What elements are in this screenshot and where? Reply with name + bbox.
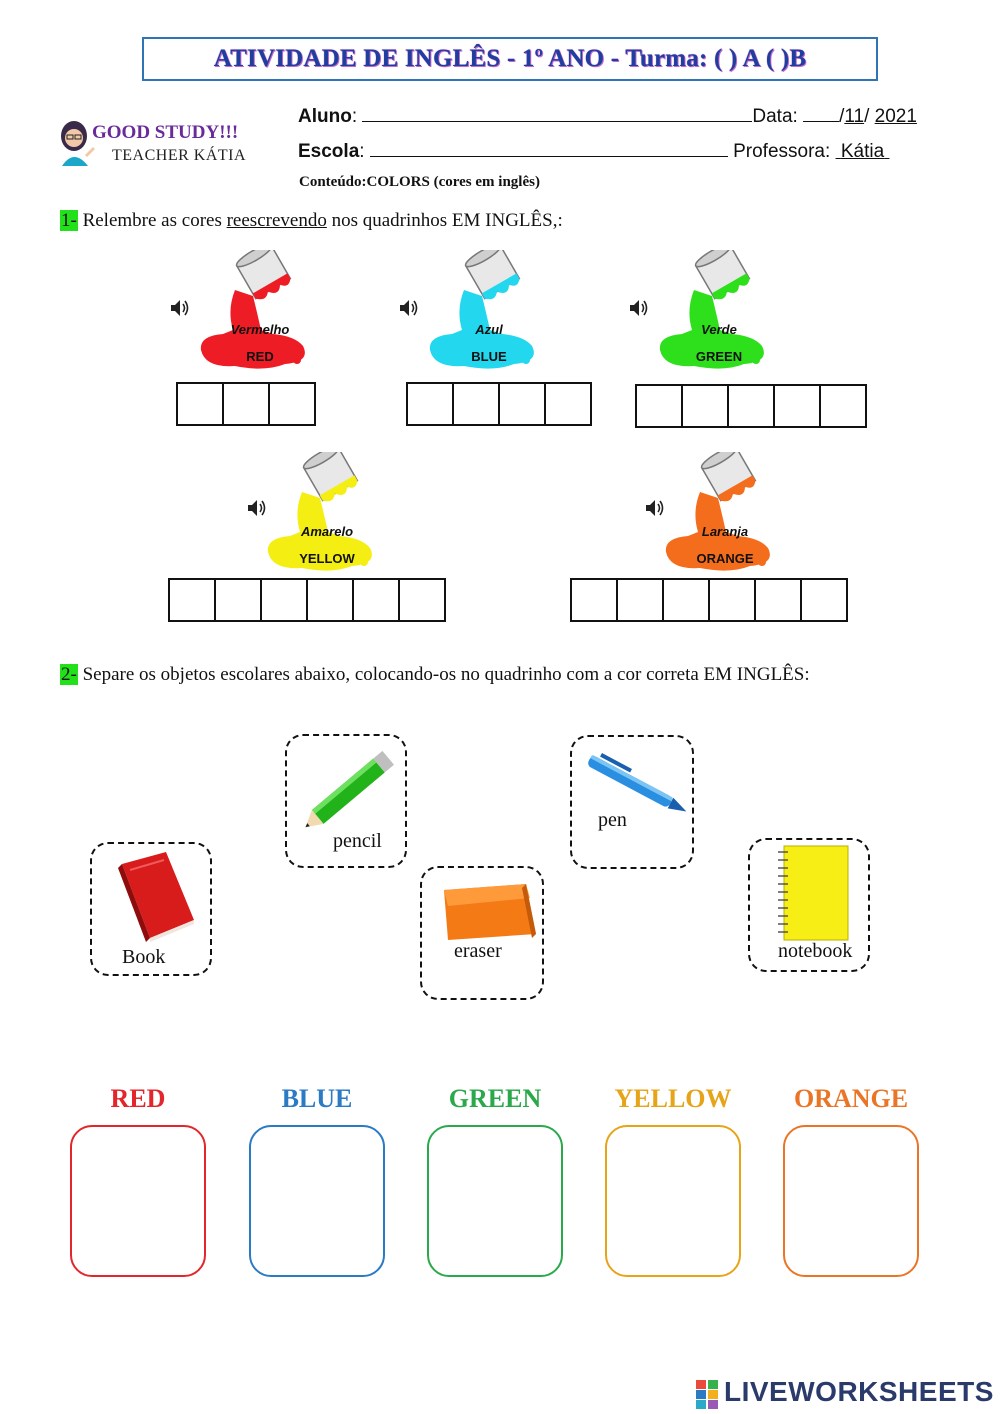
aluno-line: Aluno: Data: /11/ 2021 bbox=[298, 106, 917, 127]
book-icon bbox=[102, 850, 198, 944]
letter-cell[interactable] bbox=[683, 386, 729, 426]
letter-cell[interactable] bbox=[756, 580, 802, 620]
escola-field[interactable] bbox=[370, 141, 728, 157]
data-label: Data: bbox=[752, 106, 798, 127]
escola-line: Escola: Professora: Kátia bbox=[298, 141, 889, 163]
card-pen[interactable] bbox=[570, 735, 694, 869]
target-label-orange: ORANGE bbox=[793, 1084, 909, 1113]
letter-cell[interactable] bbox=[354, 580, 400, 620]
card-book[interactable] bbox=[90, 842, 212, 976]
conteudo: Conteúdo:COLORS (cores em inglês) bbox=[299, 174, 540, 190]
card-eraser[interactable] bbox=[420, 866, 544, 1000]
answer-grid-blue bbox=[406, 382, 592, 426]
pen-label: pen bbox=[598, 809, 627, 831]
aluno-label: Aluno bbox=[298, 106, 352, 127]
watermark-text: LIVEWORKSHEETS bbox=[724, 1376, 994, 1407]
paint-red bbox=[165, 250, 355, 380]
answer-grid-red bbox=[176, 382, 316, 426]
paint-label-english: ORANGE bbox=[696, 551, 754, 566]
question-2: 2- Separe os objetos escolares abaixo, colocando-os no quadrinho com a cor correta EM INGLÊS: bbox=[61, 664, 810, 685]
answer-grid-green bbox=[635, 384, 867, 428]
drop-box-red[interactable] bbox=[70, 1125, 206, 1277]
letter-cell[interactable] bbox=[710, 580, 756, 620]
card-pencil[interactable] bbox=[285, 734, 407, 868]
letter-cell[interactable] bbox=[664, 580, 710, 620]
paint-label-portuguese: Laranja bbox=[701, 524, 749, 539]
paint-label-english: YELLOW bbox=[299, 551, 355, 566]
logo-name: GOOD STUDY!!! bbox=[92, 122, 239, 143]
letter-cell[interactable] bbox=[821, 386, 867, 426]
paint-label-portuguese: Verde bbox=[701, 322, 737, 337]
target-label-yellow: YELLOW bbox=[614, 1084, 732, 1113]
speaker-icon[interactable] bbox=[398, 298, 418, 318]
paint-label-portuguese: Amarelo bbox=[300, 524, 354, 539]
paint-label-english: GREEN bbox=[695, 349, 743, 364]
answer-grid-yellow bbox=[168, 578, 446, 622]
question-2-number: 2- bbox=[61, 664, 77, 685]
speaker-icon[interactable] bbox=[246, 498, 266, 518]
target-label-red: RED bbox=[110, 1084, 166, 1113]
logo-teacher: TEACHER KÁTIA bbox=[112, 147, 247, 164]
answer-grid-orange bbox=[570, 578, 848, 622]
speaker-icon[interactable] bbox=[628, 298, 648, 318]
card-notebook[interactable] bbox=[748, 838, 870, 972]
speaker-icon[interactable] bbox=[644, 498, 664, 518]
question-1-number: 1- bbox=[61, 210, 77, 231]
notebook-icon bbox=[774, 844, 854, 944]
drop-box-yellow[interactable] bbox=[605, 1125, 741, 1277]
eraser-icon bbox=[430, 880, 540, 942]
letter-cell[interactable] bbox=[500, 384, 546, 424]
drop-box-green[interactable] bbox=[427, 1125, 563, 1277]
pencil-label: pencil bbox=[333, 830, 382, 852]
eraser-label: eraser bbox=[454, 940, 502, 962]
letter-cell[interactable] bbox=[270, 384, 316, 424]
letter-cell[interactable] bbox=[408, 384, 454, 424]
letter-cell[interactable] bbox=[170, 580, 216, 620]
drop-box-blue[interactable] bbox=[249, 1125, 385, 1277]
pen-icon bbox=[576, 749, 696, 825]
pencil-icon bbox=[289, 742, 407, 842]
teacher-avatar-icon bbox=[56, 118, 96, 168]
notebook-label: notebook bbox=[778, 940, 853, 962]
aluno-field[interactable] bbox=[362, 106, 752, 122]
logo bbox=[56, 118, 256, 170]
liveworksheets-logo-icon bbox=[696, 1380, 720, 1410]
data-month: 11 bbox=[844, 106, 865, 127]
data-year: 2021 bbox=[874, 106, 917, 127]
letter-cell[interactable] bbox=[637, 386, 683, 426]
letter-cell[interactable] bbox=[775, 386, 821, 426]
question-1: 1- Relembre as cores reescrevendo nos quadrinhos EM INGLÊS,: bbox=[61, 210, 563, 231]
professora-label: Professora: bbox=[733, 141, 831, 162]
letter-cell[interactable] bbox=[454, 384, 500, 424]
paint-green bbox=[624, 250, 814, 380]
letter-cell[interactable] bbox=[546, 384, 592, 424]
paint-yellow bbox=[232, 452, 422, 582]
escola-label: Escola bbox=[298, 141, 360, 162]
book-label: Book bbox=[122, 946, 166, 968]
drop-box-orange[interactable] bbox=[783, 1125, 919, 1277]
letter-cell[interactable] bbox=[308, 580, 354, 620]
paint-orange bbox=[630, 452, 820, 582]
letter-cell[interactable] bbox=[224, 384, 270, 424]
page-title: ATIVIDADE DE INGLÊS - 1º ANO - Turma: ( ) A ( )B bbox=[142, 37, 878, 81]
letter-cell[interactable] bbox=[400, 580, 446, 620]
letter-cell[interactable] bbox=[729, 386, 775, 426]
q1-underlined: reescrevendo bbox=[226, 210, 327, 231]
professora-value: Kátia bbox=[840, 141, 885, 162]
letter-cell[interactable] bbox=[802, 580, 848, 620]
target-label-blue: BLUE bbox=[281, 1084, 353, 1113]
speaker-icon[interactable] bbox=[169, 298, 189, 318]
paint-label-english: RED bbox=[246, 349, 274, 364]
target-label-green: GREEN bbox=[448, 1084, 542, 1113]
letter-cell[interactable] bbox=[572, 580, 618, 620]
data-day-field[interactable] bbox=[803, 106, 839, 122]
paint-label-portuguese: Vermelho bbox=[230, 322, 290, 337]
paint-label-portuguese: Azul bbox=[475, 322, 503, 337]
letter-cell[interactable] bbox=[178, 384, 224, 424]
paint-label-english: BLUE bbox=[471, 349, 507, 364]
paint-blue bbox=[394, 250, 584, 380]
letter-cell[interactable] bbox=[618, 580, 664, 620]
letter-cell[interactable] bbox=[216, 580, 262, 620]
letter-cell[interactable] bbox=[262, 580, 308, 620]
